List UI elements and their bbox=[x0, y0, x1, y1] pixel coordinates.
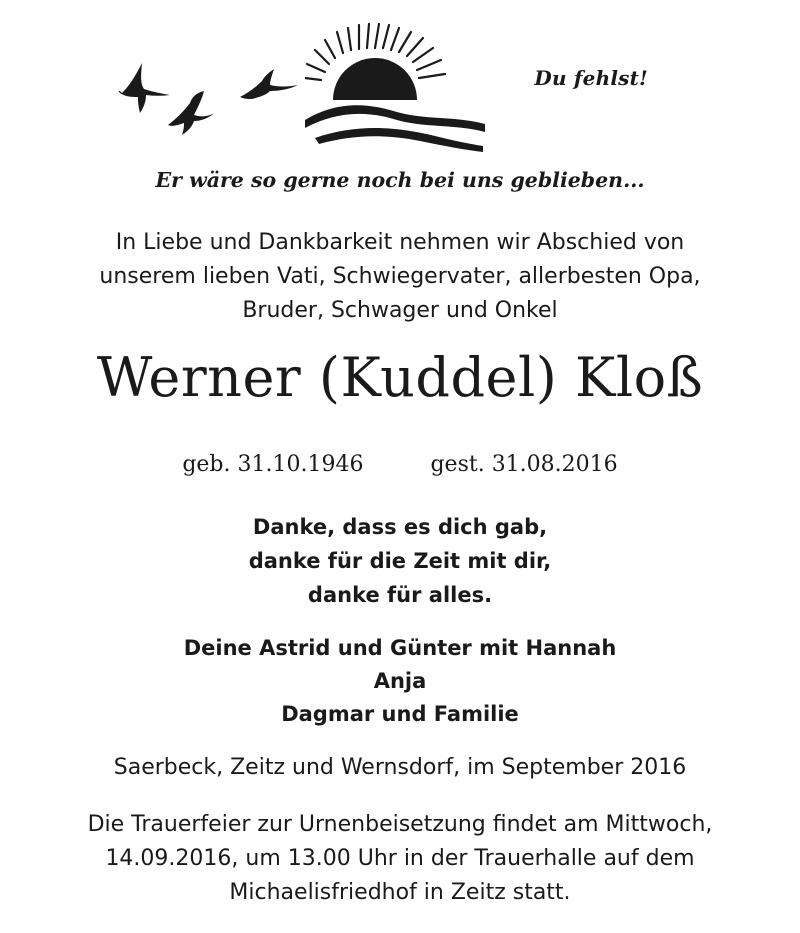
mourner-line: Dagmar und Familie bbox=[281, 702, 519, 726]
flying-birds-icon bbox=[110, 55, 310, 140]
place-date: Saerbeck, Zeitz und Wernsdorf, im September 2016 bbox=[113, 755, 687, 780]
thanks-line: Danke, dass es dich gab, bbox=[252, 515, 548, 539]
thanks-line: danke für die Zeit mit dir, bbox=[248, 549, 552, 573]
thanks-verse bbox=[0, 510, 800, 612]
header bbox=[0, 0, 800, 165]
subtitle: Er wäre so gerne noch bei uns geblieben... bbox=[155, 168, 645, 192]
mourner-line: Deine Astrid und Günter mit Hannah bbox=[183, 636, 617, 660]
service-info bbox=[0, 808, 800, 910]
service-line: Die Trauerfeier zur Urnenbeisetzung findet am Mittwoch, bbox=[87, 812, 713, 837]
intro-line: Bruder, Schwager und Onkel bbox=[242, 298, 558, 323]
intro-paragraph bbox=[0, 226, 800, 328]
intro-line: In Liebe und Dankbarkeit nehmen wir Abschied von bbox=[115, 230, 685, 255]
thanks-line: danke für alles. bbox=[307, 583, 493, 607]
intro-line: unserem lieben Vati, Schwiegervater, allerbesten Opa, bbox=[99, 264, 701, 289]
deceased-name: Werner (Kuddel) Kloß bbox=[96, 346, 704, 409]
sunset-hills-icon bbox=[305, 20, 485, 155]
service-line: 14.09.2016, um 13.00 Uhr in der Trauerhalle auf dem bbox=[105, 846, 695, 871]
mourner-line: Anja bbox=[373, 669, 427, 693]
mourners-list bbox=[0, 632, 800, 731]
life-dates bbox=[0, 452, 800, 477]
motto-text: Du fehlst! bbox=[534, 66, 648, 90]
service-line: Michaelisfriedhof in Zeitz statt. bbox=[229, 880, 571, 905]
birth-date: geb. 31.10.1946 bbox=[182, 452, 364, 477]
death-date: gest. 31.08.2016 bbox=[430, 452, 618, 477]
